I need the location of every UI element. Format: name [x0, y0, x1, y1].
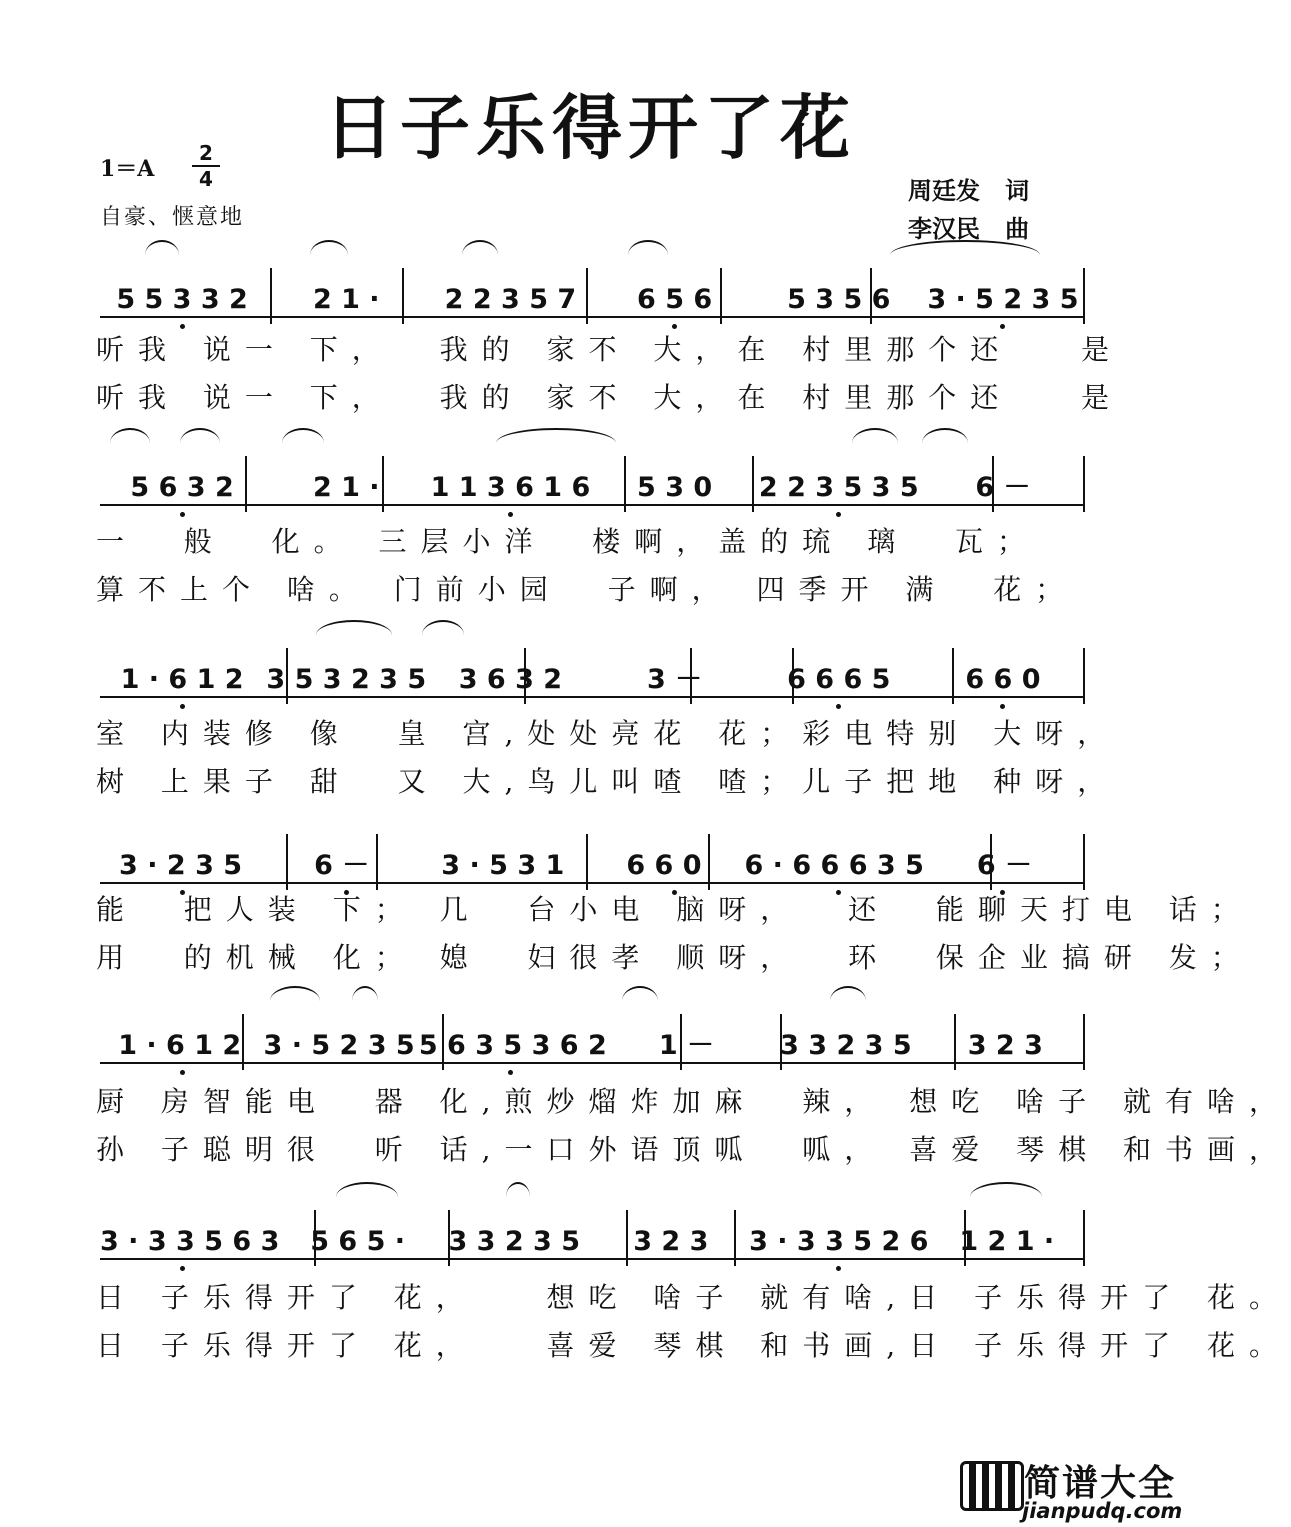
measure: 5 6 3 5 3 6 2 [419, 1030, 607, 1064]
lyric-verse-2: 算不上个 啥。 门前小园 子啊， 四季开 满 花； [96, 573, 1078, 606]
measure: 1 － [607, 1030, 766, 1064]
slur [462, 240, 498, 270]
measure: 3 3 2 3 5 [766, 1030, 925, 1064]
slur [922, 428, 968, 458]
measure: 3 · 5 2 3 5 [259, 1030, 418, 1064]
measure: 3 2 3 [926, 1030, 1085, 1064]
measure: 5 5 3 3 2 [100, 284, 264, 318]
measure: 5 6 5 · [279, 1226, 436, 1260]
notes-row [100, 458, 1085, 506]
measure: 3 2 3 [593, 1226, 750, 1260]
lyric-verse-1: 厨 房智能电 器 化,煎炒熘炸加麻 辣， 想吃 啥子 就有啥， [96, 1085, 1291, 1118]
measure: 2 1 · [264, 472, 428, 506]
measure: 3 · 3 3 5 2 6 [749, 1226, 928, 1260]
slur [110, 428, 150, 458]
measure: 6 5 6 [593, 284, 757, 318]
slur [316, 620, 392, 650]
site-logo [960, 1455, 1183, 1525]
slur [496, 428, 616, 458]
measure: 5 3 5 6 [757, 284, 921, 318]
slur [282, 428, 324, 458]
lyric-verse-1: 一 般 化。 三层小洋 楼啊，盖的琉 璃 瓦； [96, 525, 1040, 558]
lyric-verse-2: 孙 子聪明很 听 话,一口外语顶呱 呱， 喜爱 琴棋 和书画， [96, 1133, 1291, 1166]
measure: 6 － [924, 850, 1085, 884]
measure: 5 3 0 [593, 472, 757, 506]
slur [890, 240, 1040, 270]
lyric-verse-2: 树 上果子 甜 又 大,鸟儿叫喳 喳；儿子把地 种呀， [96, 765, 1120, 798]
credits [908, 172, 1029, 248]
notes-row [100, 836, 1085, 884]
measure: 3 · 2 3 5 [100, 850, 261, 884]
measure: 5 6 3 2 [100, 472, 264, 506]
measure: 1 1 3 6 1 6 [428, 472, 592, 506]
composer-credit: 李汉民 曲 [908, 215, 1030, 243]
measure: 2 2 3 5 3 5 [757, 472, 921, 506]
lyric-verse-2: 用 的机械 化； 媳 妇很孝 顺呀， 环 保企业搞研 发； [96, 941, 1253, 974]
measure: 2 2 3 5 7 [428, 284, 592, 318]
tempo-marking: 自豪、惬意地 [100, 205, 245, 230]
measure: 3 5 3 2 3 5 [264, 664, 428, 698]
lower-octave-dots [100, 1266, 1085, 1276]
slur [336, 1182, 398, 1212]
site-url: jianpudq.com [1022, 1499, 1183, 1523]
slur [270, 986, 320, 1016]
measure: 6 6 6 5 [757, 664, 921, 698]
measure: 3 6 3 2 [428, 664, 592, 698]
measure: 6 6 0 [583, 850, 744, 884]
measure: 3 － [593, 664, 757, 698]
slur [852, 428, 898, 458]
slur [352, 986, 378, 1016]
slur [628, 240, 668, 270]
measure: 1 · 6 1 2 [100, 1030, 259, 1064]
lyric-verse-1: 室 内装修 像 皇 宫,处处亮花 花；彩电特别 大呀， [96, 717, 1120, 750]
time-signature-bottom: 4 [199, 167, 213, 191]
lyric-verse-2: 听我 说一 下， 我的 家不 大，在 村里那个还 是 [96, 381, 1124, 414]
measure: 3 · 5 2 3 5 [921, 284, 1085, 318]
song-title: 日子乐得开了花 [324, 87, 856, 169]
measure: 1 · 6 1 2 [100, 664, 264, 698]
measure: 6 － [921, 472, 1085, 506]
notes-row [100, 650, 1085, 698]
measure: 1 2 1 · [928, 1226, 1085, 1260]
slur [310, 240, 348, 270]
lyric-verse-2: 日 子乐得开了 花， 喜爱 琴棋 和书画,日 子乐得开了 花。 [96, 1329, 1291, 1362]
notes-row [100, 1212, 1085, 1260]
measure: 2 1 · [264, 284, 428, 318]
site-name: 简谱大全 [1024, 1463, 1177, 1504]
slur [180, 428, 220, 458]
slur [970, 1182, 1042, 1212]
measure: 6 · 6 6 6 3 5 [745, 850, 924, 884]
measure: 6 6 0 [921, 664, 1085, 698]
measure: 3 · 5 3 1 [422, 850, 583, 884]
lyric-verse-1: 听我 说一 下， 我的 家不 大，在 村里那个还 是 [96, 333, 1124, 366]
lyricist-credit: 周廷发 词 [908, 177, 1030, 205]
time-signature [192, 142, 220, 190]
slur [830, 986, 866, 1016]
measure: 3 · 3 3 5 6 3 [100, 1226, 279, 1260]
key-signature: 1＝A [100, 156, 155, 182]
lyric-verse-1: 能 把人装 下； 几 台小电 脑呀， 还 能聊天打电 话； [96, 893, 1253, 926]
slur [422, 620, 464, 650]
measure: 3 3 2 3 5 [436, 1226, 593, 1260]
time-signature-top: 2 [199, 141, 213, 165]
piano-keys-icon [960, 1461, 1024, 1511]
slur [145, 240, 179, 270]
notes-row [100, 270, 1085, 318]
slur [622, 986, 658, 1016]
notes-row [100, 1016, 1085, 1064]
lower-octave-dots [100, 1070, 1085, 1080]
slur [506, 1182, 530, 1212]
lyric-verse-1: 日 子乐得开了 花， 想吃 啥子 就有啥,日 子乐得开了 花。 [96, 1281, 1291, 1314]
measure: 6 － [261, 850, 422, 884]
